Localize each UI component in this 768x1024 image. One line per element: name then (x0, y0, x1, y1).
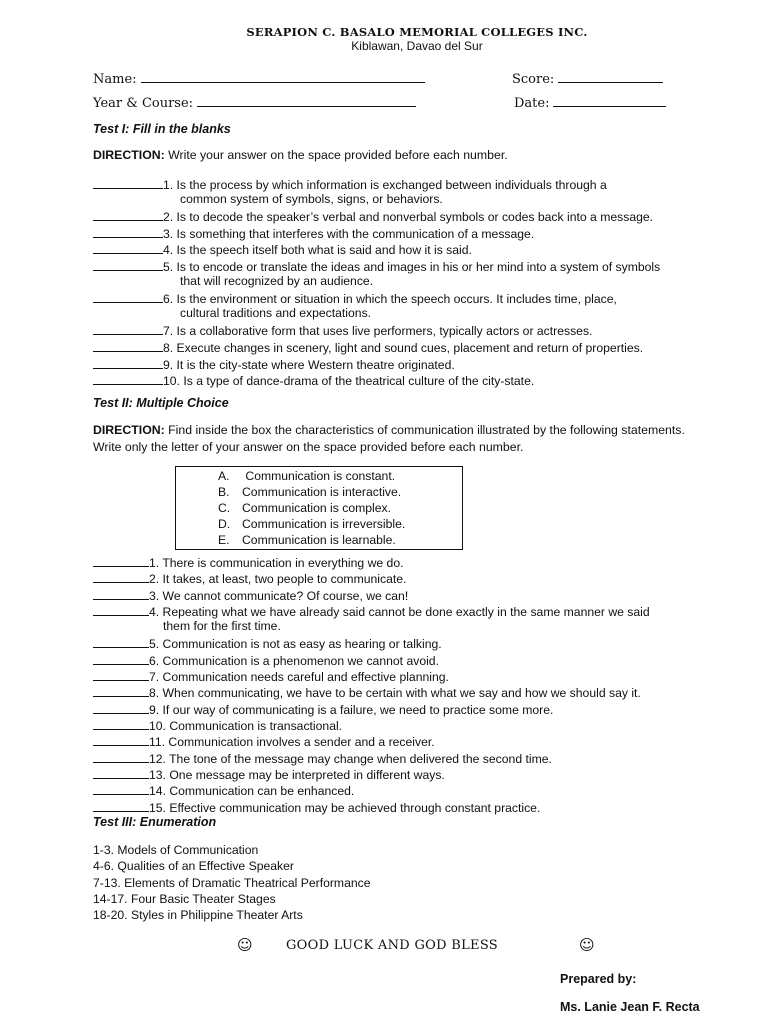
test2-title: Test II: Multiple Choice (93, 396, 229, 410)
answer-blank[interactable] (93, 782, 149, 795)
enumeration-item: 14-17. Four Basic Theater Stages (93, 892, 276, 906)
choice-a: A. Communication is constant. (218, 469, 396, 483)
answer-blank[interactable] (93, 356, 163, 369)
test2-item: 13. One message may be interpreted in different ways. (93, 766, 445, 782)
smiley-right-icon: ☺ (579, 936, 595, 954)
date-label: Date: (514, 96, 550, 111)
answer-blank[interactable] (93, 750, 149, 763)
answer-blank[interactable] (93, 554, 149, 567)
good-luck-message: GOOD LUCK AND GOD BLESS (286, 938, 498, 953)
answer-blank[interactable] (93, 258, 163, 271)
answer-blank[interactable] (93, 635, 149, 648)
answer-blank[interactable] (93, 701, 149, 714)
test2-item: 6. Communication is a phenomenon we cannot avoid. (93, 652, 439, 668)
answer-blank[interactable] (93, 372, 163, 385)
score-label: Score: (512, 72, 555, 87)
answer-blank[interactable] (93, 684, 149, 697)
choices-box (175, 466, 463, 550)
test1-direction-label: DIRECTION: (93, 148, 165, 162)
choice-b: B. Communication is interactive. (218, 485, 402, 499)
test2-direction-label: DIRECTION: (93, 423, 165, 437)
test1-title: Test I: Fill in the blanks (93, 122, 231, 136)
test2-item: 15. Effective communication may be achieved through constant practice. (93, 799, 540, 815)
test1-item-continuation: that will recognized by an audience. (180, 274, 374, 288)
test2-item: 2. It takes, at least, two people to communicate. (93, 570, 406, 586)
answer-blank[interactable] (93, 339, 163, 352)
choice-e: E. Communication is learnable. (218, 533, 396, 547)
test2-item: 12. The tone of the message may change when delivered the second time. (93, 750, 552, 766)
test1-item: 5. Is to encode or translate the ideas and images in his or her mind into a system of symbols (93, 258, 660, 274)
test1-item: 1. Is the process by which information is exchanged between individuals through a (93, 176, 607, 192)
answer-blank[interactable] (93, 290, 163, 303)
score-field (512, 71, 663, 87)
test2-item: 1. There is communication in everything we do. (93, 554, 404, 570)
test2-item: 3. We cannot communicate? Of course, we can! (93, 587, 408, 603)
answer-blank[interactable] (93, 603, 149, 616)
answer-blank[interactable] (93, 570, 149, 583)
year-course-blank[interactable] (197, 95, 416, 107)
preparer-name: Ms. Lanie Jean F. Recta (560, 1000, 700, 1014)
prepared-by-label: Prepared by: (560, 972, 637, 986)
answer-blank[interactable] (93, 733, 149, 746)
test1-item: 8. Execute changes in scenery, light and sound cues, placement and return of properties. (93, 339, 643, 355)
test1-item: 7. Is a collaborative form that uses live performers, typically actors or actresses. (93, 322, 592, 338)
name-blank[interactable] (141, 71, 425, 83)
test2-item: 7. Communication needs careful and effective planning. (93, 668, 449, 684)
answer-blank[interactable] (93, 587, 149, 600)
enumeration-item: 4-6. Qualities of an Effective Speaker (93, 859, 294, 873)
test1-item: 9. It is the city-state where Western theatre originated. (93, 356, 455, 372)
test2-item: 11. Communication involves a sender and a receiver. (93, 733, 435, 749)
enumeration-item: 1-3. Models of Communication (93, 843, 259, 857)
year-course-label: Year & Course: (93, 96, 194, 111)
answer-blank[interactable] (93, 225, 163, 238)
answer-blank[interactable] (93, 176, 163, 189)
answer-blank[interactable] (93, 208, 163, 221)
test1-item: 10. Is a type of dance-drama of the theatrical culture of the city-state. (93, 372, 534, 388)
smiley-left-icon: ☺ (237, 936, 253, 954)
year-course-field (93, 95, 416, 111)
name-field (93, 71, 425, 87)
test3-title: Test III: Enumeration (93, 815, 217, 829)
test1-item-continuation: common system of symbols, signs, or behaviors. (180, 192, 443, 206)
enumeration-item: 7-13. Elements of Dramatic Theatrical Performance (93, 876, 371, 890)
test1-item: 3. Is something that interferes with the communication of a message. (93, 225, 534, 241)
test2-direction-line2: Write only the letter of your answer on the space provided before each number. (93, 440, 524, 454)
test1-item: 6. Is the environment or situation in which the speech occurs. It includes time, place, (93, 290, 617, 306)
choice-c: C. Communication is complex. (218, 501, 392, 515)
test2-item: 10. Communication is transactional. (93, 717, 342, 733)
test1-item: 2. Is to decode the speaker’s verbal and nonverbal symbols or codes back into a message. (93, 208, 653, 224)
test2-item: 14. Communication can be enhanced. (93, 782, 354, 798)
test2-item: 9. If our way of communicating is a failure, we need to practice some more. (93, 701, 553, 717)
answer-blank[interactable] (93, 322, 163, 335)
name-label: Name: (93, 72, 137, 87)
test1-item-continuation: cultural traditions and expectations. (180, 306, 372, 320)
answer-blank[interactable] (93, 799, 149, 812)
date-blank[interactable] (553, 95, 666, 107)
test2-direction (93, 423, 685, 437)
score-blank[interactable] (558, 71, 663, 83)
test1-direction (93, 148, 508, 162)
test2-item: 8. When communicating, we have to be certain with what we say and how we should say it. (93, 684, 641, 700)
answer-blank[interactable] (93, 652, 149, 665)
test2-item-continuation: them for the first time. (163, 619, 281, 633)
choice-d: D. Communication is irreversible. (218, 517, 406, 531)
test1-direction-text: Write your answer on the space provided before each number. (164, 148, 508, 162)
school-location: Kiblawan, Davao del Sur (351, 39, 483, 53)
answer-blank[interactable] (93, 668, 149, 681)
answer-blank[interactable] (93, 241, 163, 254)
answer-blank[interactable] (93, 766, 149, 779)
answer-blank[interactable] (93, 717, 149, 730)
test2-direction-text: Find inside the box the characteristics of communication illustrated by the following statements. (164, 423, 685, 437)
test1-item: 4. Is the speech itself both what is said and how it is said. (93, 241, 472, 257)
enumeration-item: 18-20. Styles in Philippine Theater Arts (93, 908, 303, 922)
test2-item: 4. Repeating what we have already said cannot be done exactly in the same manner we said (93, 603, 650, 619)
test2-item: 5. Communication is not as easy as hearing or talking. (93, 635, 442, 651)
school-name: SERAPION C. BASALO MEMORIAL COLLEGES INC. (246, 25, 588, 39)
date-field (514, 95, 666, 111)
